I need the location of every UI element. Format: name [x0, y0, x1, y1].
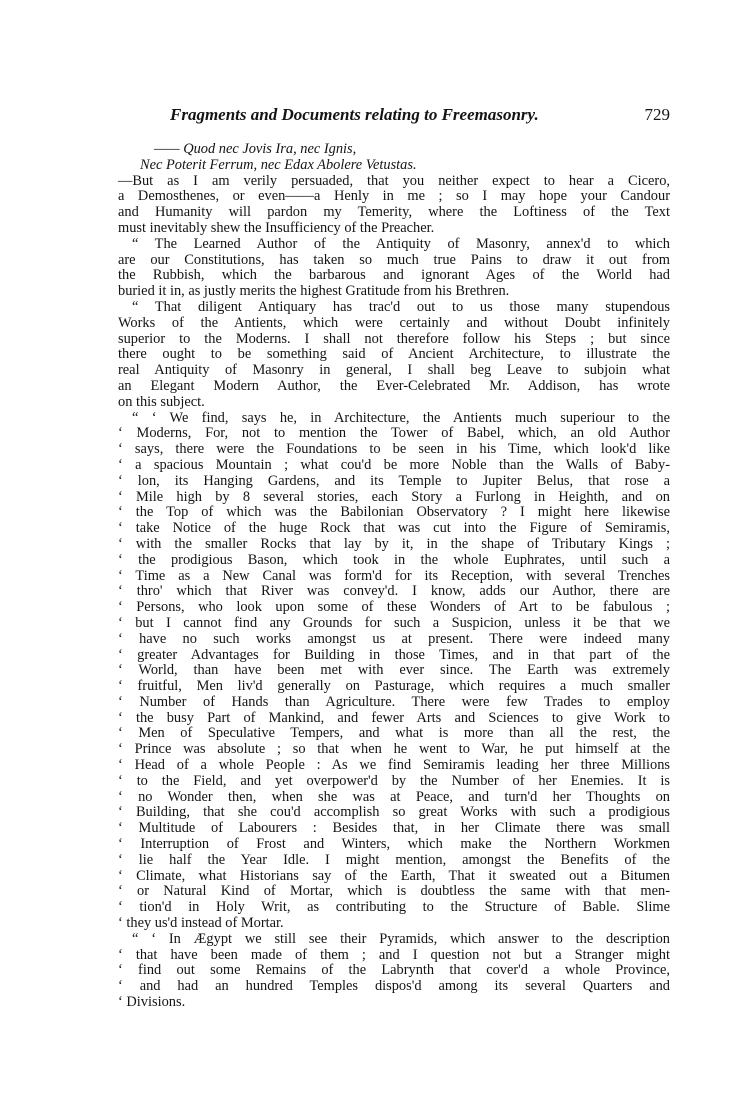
text-line: “ That diligent Antiquary has trac'd out to us those many stupendous	[132, 298, 670, 315]
text-line: ‘ Mile high by 8 several stories, each Story a Furlong in Heighth, and on	[118, 488, 670, 505]
text-line: ‘ tion'd in Holy Writ, as contributing to the Structure of Bable. Slime	[118, 899, 670, 916]
text-line: ‘ the Top of which was the Babilonian Observatory ? I might here likewise	[118, 504, 670, 521]
text-line: ‘ Climate, what Historians say of the Earth, That it sweated out a Bitumen	[118, 867, 670, 884]
text-line: —— Quod nec Jovis Ira, nec Ignis,	[154, 141, 357, 157]
text-line: ‘ have no such works amongst us at present. There were indeed many	[118, 630, 670, 647]
text-line: ‘ lon, its Hanging Gardens, and its Temple to Jupiter Belus, that rose a	[118, 472, 670, 489]
text-line: a Demosthenes, or even——a Henly in me ; so I may hope your Candour	[118, 188, 670, 205]
text-line: ‘ Moderns, For, not to mention the Tower of Babel, which, an old Author	[118, 425, 670, 442]
text-line: ‘ they us'd instead of Mortar.	[118, 915, 284, 932]
page-number: 729	[644, 105, 670, 124]
text-line: ‘ Head of a whole People : As we find Semiramis leading her three Millions	[118, 757, 670, 774]
text-line: and Humanity will pardon my Temerity, where the Loftiness of the Text	[118, 204, 670, 221]
text-line: an Elegant Modern Author, the Ever-Celebrated Mr. Addison, has wrote	[118, 377, 670, 394]
text-line: “ ‘ We find, says he, in Architecture, the Antients much superiour to the	[132, 409, 670, 426]
text-line: ‘ the prodigious Bason, which took in the whole Euphrates, until such a	[118, 551, 670, 568]
text-line: the Rubbish, which the barbarous and ignorant Ages of the World had	[118, 267, 670, 284]
text-line: ‘ Number of Hands than Agriculture. There were few Trades to employ	[118, 693, 670, 710]
running-head	[170, 105, 670, 125]
text-line: ‘ Building, that she cou'd accomplish so great Works with such a prodigious	[118, 804, 670, 821]
text-line: ‘ Multitude of Labourers : Besides that, in her Climate there was small	[118, 820, 670, 837]
text-line: “ ‘ In Ægypt we still see their Pyramids, which answer to the description	[132, 930, 670, 947]
text-line: ‘ the busy Part of Mankind, and fewer Arts and Sciences to give Work to	[118, 709, 670, 726]
text-line: ‘ or Natural Kind of Mortar, which is doubtless the same with that men-	[118, 883, 670, 900]
text-line: ‘ Divisions.	[118, 994, 186, 1011]
text-line: “ The Learned Author of the Antiquity of Masonry, annex'd to which	[132, 235, 670, 252]
text-line: ‘ World, than have been met with ever since. The Earth was extremely	[118, 662, 670, 679]
text-line: —But as I am verily persuaded, that you neither expect to hear a Cicero,	[118, 172, 670, 189]
text-line: real Antiquity of Masonry in general, I shall beg Leave to subjoin what	[118, 362, 670, 379]
text-line: ‘ take Notice of the huge Rock that was cut into the Figure of Semiramis,	[118, 520, 670, 537]
text-line: ‘ Interruption of Frost and Winters, which make the Northern Workmen	[118, 836, 670, 853]
running-title: Fragments and Documents relating to Freemasonry.	[170, 105, 539, 124]
text-line: must inevitably shew the Insufficiency of the Preacher.	[118, 219, 435, 236]
text-line: ‘ fruitful, Men liv'd generally on Pasturage, which requires a much smaller	[118, 678, 670, 695]
text-line: superior to the Moderns. I shall not therefore follow his Steps ; but since	[118, 330, 670, 347]
text-line: ‘ Men of Speculative Tempers, and what is more than all the rest, the	[118, 725, 670, 742]
text-line: ‘ Persons, who look upon some of these Wonders of Art to be fabulous ;	[118, 599, 670, 616]
text-line: Works of the Antients, which were certainly and without Doubt infinitely	[118, 314, 670, 331]
text-line: ‘ lie half the Year Idle. I might mention, amongst the Benefits of the	[118, 851, 670, 868]
text-line: ‘ to the Field, and yet overpower'd by the Number of her Enemies. It is	[118, 772, 670, 789]
text-line: there ought to be something said of Ancient Architecture, to illustrate the	[118, 346, 670, 363]
text-line: ‘ greater Advantages for Building in those Times, and in that part of the	[118, 646, 670, 663]
text-line: buried it in, as justly merits the highest Gratitude from his Brethren.	[118, 283, 510, 300]
text-line: on this subject.	[118, 393, 205, 410]
text-line: ‘ a spacious Mountain ; what cou'd be more Noble than the Walls of Baby-	[118, 456, 670, 473]
text-line: Nec Poterit Ferrum, nec Edax Abolere Vetustas.	[140, 156, 417, 173]
text-line: ‘ that have been made of them ; and I question not but a Stranger might	[118, 946, 670, 963]
text-line: ‘ says, there were the Foundations to be seen in his Time, which look'd like	[118, 441, 670, 458]
body-text	[118, 142, 670, 1011]
text-line: ‘ and had an hundred Temples dispos'd among its several Quarters and	[118, 978, 670, 995]
text-line: ‘ Prince was absolute ; so that when he went to War, he put himself at the	[118, 741, 670, 758]
text-line: ‘ but I cannot find any Grounds for such a Suspicion, unless it be that we	[118, 614, 670, 631]
text-line: ‘ thro' which that River was convey'd. I know, adds our Author, there are	[118, 583, 670, 600]
text-line: ‘ no Wonder then, when she was at Peace, and turn'd her Thoughts on	[118, 788, 670, 805]
text-line: are our Constitutions, has taken so much true Pains to draw it out from	[118, 251, 670, 268]
text-line: ‘ find out some Remains of the Labrynth that cover'd a whole Province,	[118, 962, 670, 979]
text-line: ‘ with the smaller Rocks that lay by it, in the shape of Tributary Kings ;	[118, 535, 670, 552]
text-line: ‘ Time as a New Canal was form'd for its Reception, with several Trenches	[118, 567, 670, 584]
